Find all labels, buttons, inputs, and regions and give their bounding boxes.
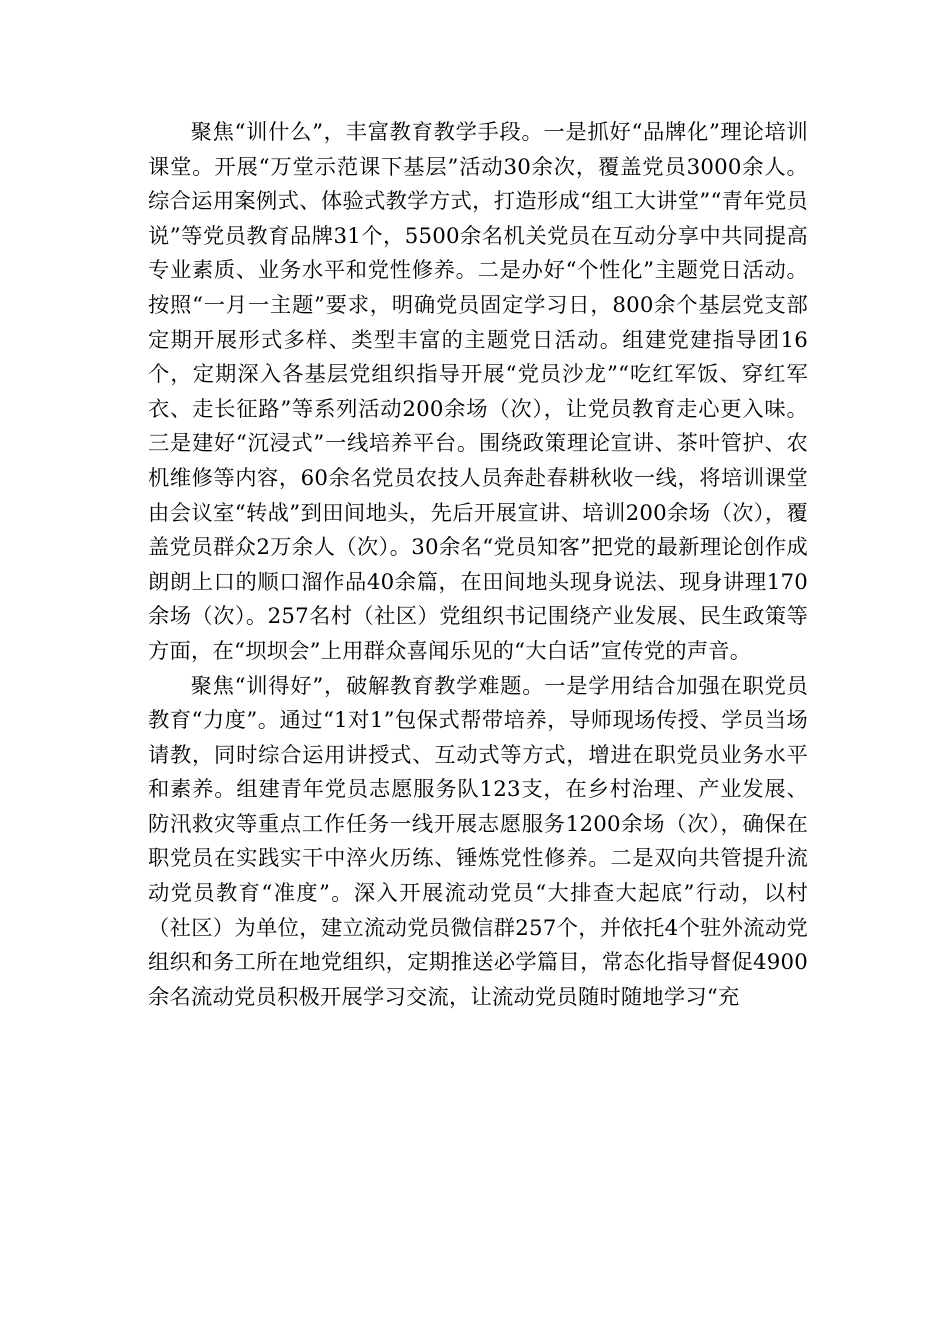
paragraph-training-quality: 聚焦“训得好”，破解教育教学难题。一是学用结合加强在职党员教育“力度”。通过“1对1”包保式帮带培养，导师现场传授、学员当场请教，同时综合运用讲授式、互动式等方式，增进在职党员业务水平和素养。组建青年党员志愿服务队123支，在乡村治理、产业发展、防汛救灾等重点工作任务一线开展志愿服务1200余场（次），确保在职党员在实践实干中淬火历练、锤炼党性修养。二是双向共管提升流动党员教育“准度”。深入开展流动党员“大排查大起底”行动，以村（社区）为单位，建立流动党员微信群257个，并依托4个驻外流动党组织和务工所在地党组织，定期推送必学篇目，常态化指导督促4900余名流动党员积极开展学习交流，让流动党员随时随地学习“充: [148, 673, 808, 1010]
document-page: [148, 116, 808, 1015]
paragraph-training-content: 聚焦“训什么”，丰富教育教学手段。一是抓好“品牌化”理论培训课堂。开展“万堂示范课下基层”活动30余次，覆盖党员3000余人。综合运用案例式、体验式教学方式，打造形成“组工大讲堂”“青年党员说”等党员教育品牌31个，5500余名机关党员在互动分享中共同提高专业素质、业务水平和党性修养。二是办好“个性化”主题党日活动。按照“一月一主题”要求，明确党员固定学习日，800余个基层党支部定期开展形式多样、类型丰富的主题党日活动。组建党建指导团16个，定期深入各基层党组织指导开展“党员沙龙”“吃红军饭、穿红军衣、走长征路”等系列活动200余场（次），让党员教育走心更入味。三是建好“沉浸式”一线培养平台。围绕政策理论宣讲、茶叶管护、农机维修等内容，60余名党员农技人员奔赴春耕秋收一线，将培训课堂由会议室“转战”到田间地头，先后开展宣讲、培训200余场（次），覆盖党员群众2万余人（次）。30余名“党员知客”把党的最新理论创作成朗朗上口的顺口溜作品40余篇，在田间地头现身说法、现身讲理170余场（次）。257名村（社区）党组织书记围绕产业发展、民生政策等方面，在“坝坝会”上用群众喜闻乐见的“大白话”宣传党的声音。: [148, 120, 808, 664]
